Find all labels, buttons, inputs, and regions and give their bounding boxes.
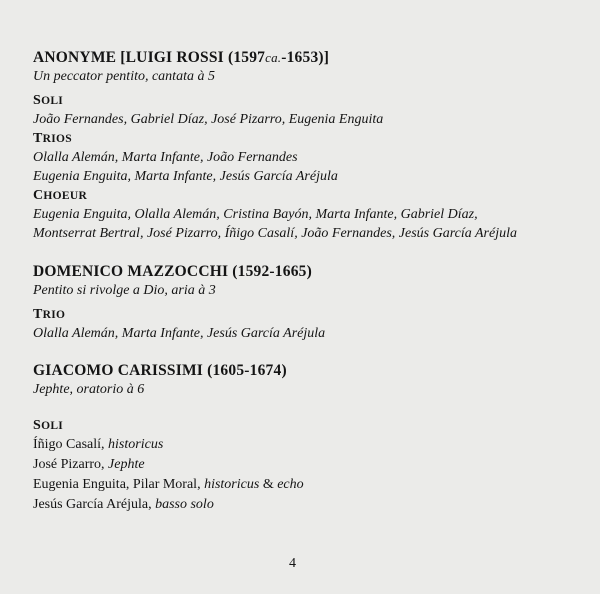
booklet-page — [33, 48, 573, 515]
singer-name: José Pizarro, — [33, 457, 109, 472]
section-mazzocchi — [33, 262, 573, 344]
singer-name: Eugenia Enguita, Pilar Moral, — [33, 477, 205, 492]
performer-line: João Fernandes, Gabriel Díaz, José Pizarro, Eugenia Enguita — [33, 112, 384, 127]
performer-line: Olalla Alemán, Marta Infante, Jesús García Aréjula — [33, 325, 326, 341]
composer-dates-end: -1653)] — [281, 49, 330, 66]
work-title: Jephte, oratorio à 6 — [33, 382, 145, 397]
singer-name: Jesús García Aréjula, — [33, 497, 156, 512]
composer-heading — [33, 48, 573, 68]
performer-line: Eugenia Enguita, Olalla Alemán, Cristina Bayón, Marta Infante, Gabriel Díaz, — [33, 206, 478, 222]
role-heading: SOLI — [33, 93, 64, 108]
composer-heading: GIACOMO CARISSIMI (1605-1674) — [33, 362, 287, 379]
singer-part: historicus — [204, 477, 260, 492]
role-heading: SOLI — [33, 418, 64, 433]
cast-line — [33, 455, 573, 475]
section-rossi — [33, 48, 573, 244]
singer-part: historicus — [108, 437, 164, 452]
circa-abbrev: ca. — [265, 50, 282, 65]
singer-part: basso solo — [155, 497, 214, 512]
singer-part: echo — [277, 477, 304, 492]
cast-line — [33, 435, 573, 455]
composer-name: ANONYME [LUIGI ROSSI (1597 — [33, 49, 266, 66]
ampersand: & — [259, 477, 278, 492]
performer-line: Montserrat Bertral, José Pizarro, Íñigo Casalí, João Fernandes, Jesús García Aréjula — [33, 226, 517, 241]
work-title: Pentito si rivolge a Dio, aria à 3 — [33, 282, 216, 298]
cast-line — [33, 475, 573, 495]
singer-name: Íñigo Casalí, — [33, 437, 109, 452]
page-number: 4 — [289, 556, 296, 571]
role-heading: TRIOS — [33, 130, 72, 146]
cast-line — [33, 495, 573, 515]
performer-line: Olalla Alemán, Marta Infante, João Fernandes — [33, 149, 298, 165]
work-title: Un peccator pentito, cantata à 5 — [33, 69, 215, 84]
singer-part: Jephte — [108, 457, 145, 472]
composer-heading: DOMENICO MAZZOCCHI (1592-1665) — [33, 262, 312, 280]
section-carissimi — [33, 361, 573, 515]
role-heading: TRIO — [33, 306, 66, 322]
role-heading: CHOEUR — [33, 187, 88, 203]
performer-line: Eugenia Enguita, Marta Infante, Jesús García Aréjula — [33, 169, 338, 184]
